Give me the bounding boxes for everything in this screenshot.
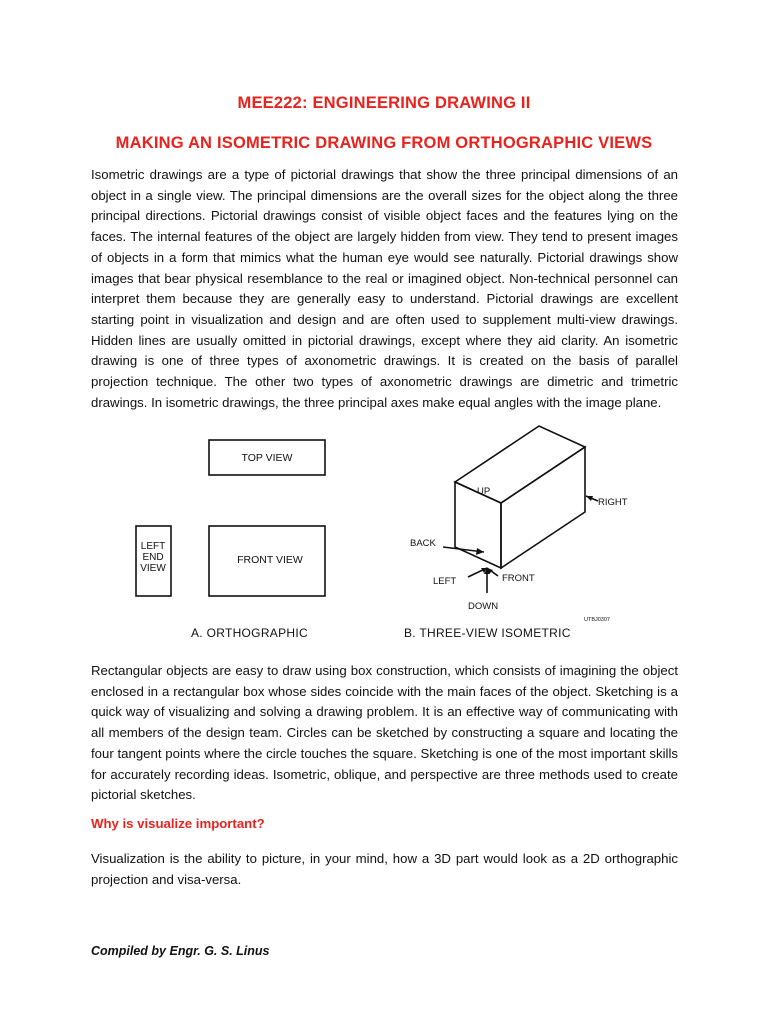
- compiled-by-footer: Compiled by Engr. G. S. Linus: [91, 944, 270, 958]
- box-construction-paragraph: Rectangular objects are easy to draw using box construction, which consists of imagining the object enclosed in a rectangular box whose sides coincide with the main faces of the object. Sketching is a quick way of visualizing and solving a drawing problem. It is an effective way of communicating with all members of the design team. Circles can be sketched by constructing a square and locating the four tangent points where the circle touches the square. Sketching is one of the most important skills for accurately recording ideas. Isometric, oblique, and perspective are three methods used to create pictorial sketches.: [91, 663, 678, 803]
- iso-right-face: [501, 447, 585, 568]
- intro-paragraph: Isometric drawings are a type of pictorial drawings that show the three principal dimensions of an object in a single view. The principal dimensions are the overall sizes for the object along the three principal directions. Pictorial drawings consist of visible object faces and the features lying on the faces. The internal features of the object are largely hidden from view. They tend to present images of objects in a form that mimics what the human eye would see naturally. Pictorial drawings show images that bear physical resemblance to the real or imagined object. Non-technical personnel can interpret them because they are generally easy to understand. Pictorial drawings are excellent starting point in visualization and design and are often used to supplement multi-view drawings. Hidden lines are usually omitted in pictorial drawings, except where they aid clarity. An isometric drawing is one of three types of axonometric drawings. It is created on the basis of parallel projection technique. The other two types of axonometric drawings are dimetric and trimetric drawings. In isometric drawings, the three principal axes make equal angles with the image plane.: [91, 167, 678, 410]
- down-label: DOWN: [468, 601, 499, 612]
- back-label: BACK: [410, 538, 436, 549]
- isometric-caption: B. THREE-VIEW ISOMETRIC: [404, 626, 571, 640]
- left-end-view-label-line-1: LEFT: [140, 541, 166, 552]
- left-end-view-label-line-3: VIEW: [140, 563, 166, 574]
- figure-code: UTBJ0307: [584, 617, 610, 623]
- orthographic-caption: A. ORTHOGRAPHIC: [191, 626, 308, 640]
- right-label: RIGHT: [598, 497, 628, 508]
- up-label: UP: [477, 486, 491, 497]
- visualization-paragraph: Visualization is the ability to picture, in your mind, how a 3D part would look as a 2D orthographic projection and visa-versa.: [91, 851, 678, 887]
- left-label: LEFT: [433, 576, 457, 587]
- front-view-label: FRONT VIEW: [237, 554, 303, 566]
- front-label: FRONT: [502, 573, 535, 584]
- course-title: MEE222: ENGINEERING DRAWING II: [237, 94, 531, 112]
- top-view-label: TOP VIEW: [241, 452, 293, 464]
- left-end-view-label-line-2: END: [142, 552, 164, 563]
- question-heading: Why is visualize important?: [91, 816, 265, 831]
- topic-title: MAKING AN ISOMETRIC DRAWING FROM ORTHOGRAPHIC VIEWS: [115, 134, 653, 152]
